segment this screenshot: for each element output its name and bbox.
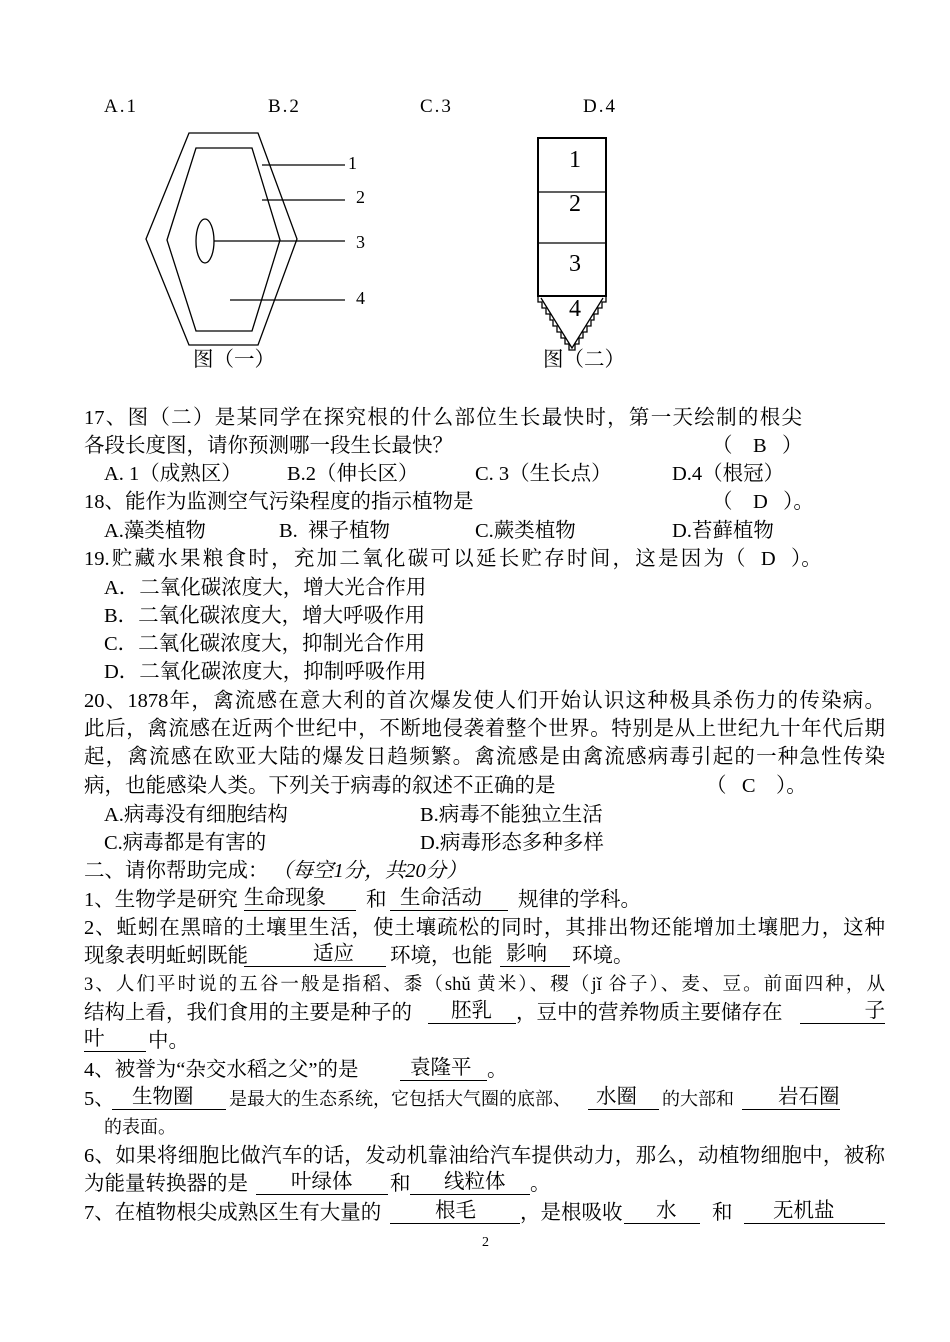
q17-option-b: B.2（伸长区） bbox=[287, 463, 419, 485]
fill5-blank-3: 岩石圈 bbox=[742, 1085, 840, 1110]
q17-option-d: D.4（根冠） bbox=[672, 463, 785, 485]
fill5-blank-2: 水圈 bbox=[588, 1085, 659, 1110]
q19-option-b: B．二氧化碳浓度大，增大呼吸作用 bbox=[104, 605, 426, 627]
fill1-text-1: 1、生物学是研究 bbox=[84, 889, 238, 911]
q18-option-c: C.蕨类植物 bbox=[475, 520, 576, 542]
fill5-text-2: 是最大的生态系统，它包括大气圈的底部、 bbox=[229, 1089, 571, 1109]
q20-option-a: A.病毒没有细胞结构 bbox=[104, 804, 288, 826]
fill3-text-3: 中。 bbox=[148, 1030, 189, 1052]
q19-stem: 19.贮藏水果粮食时，充加二氧化碳可以延长贮存时间，这是因为 bbox=[84, 548, 724, 570]
q20-option-c: C.病毒都是有害的 bbox=[104, 832, 267, 854]
fill1-blank-2: 生命活动 bbox=[390, 886, 508, 911]
figure2-segment-2: 2 bbox=[569, 191, 581, 217]
fill1-text-2: 和 bbox=[366, 889, 387, 911]
fill3-text-2: ，豆中的营养物质主要储存在 bbox=[516, 1002, 783, 1024]
fill2-blank-2: 影响 bbox=[500, 942, 570, 967]
section2-scoring-note: （每空1分，共20分） bbox=[272, 860, 467, 882]
fill3-line1: 3、人们平时说的五谷一般是指稻、黍（shǔ 黄米）、稷（jǐ 谷子）、麦、豆。前面四种，从 bbox=[84, 975, 885, 995]
fill4-text-2: 。 bbox=[487, 1059, 508, 1081]
q20-answer: （ C ）。 bbox=[706, 775, 807, 797]
q20-option-d: D.病毒形态多种多样 bbox=[420, 832, 604, 854]
fill5-blank-1: 生物圈 bbox=[112, 1085, 226, 1110]
fill7-text-3: 和 bbox=[712, 1202, 733, 1224]
q18-answer: （ D ）。 bbox=[712, 491, 814, 513]
q17-option-c: C. 3（生长点） bbox=[475, 463, 612, 485]
figure2-segment-4: 4 bbox=[569, 296, 581, 322]
fill7-text-2: ，是根吸收 bbox=[520, 1202, 623, 1224]
fill5-text-3: 的大部和 bbox=[662, 1089, 734, 1109]
fill2-text-1: 现象表明蚯蚓既能 bbox=[84, 945, 248, 967]
top-option-b: B.2 bbox=[268, 96, 301, 117]
page-number: 2 bbox=[482, 1235, 489, 1250]
q17-answer: （ B ） bbox=[712, 435, 803, 457]
q19-option-d: D．二氧化碳浓度大，抑制呼吸作用 bbox=[104, 661, 427, 683]
figure2-caption: 图（二） bbox=[543, 349, 625, 371]
cell-nucleus bbox=[196, 219, 214, 263]
fill3-blank-1: 胚乳 bbox=[428, 999, 516, 1024]
figure2-segment-3: 3 bbox=[569, 251, 581, 277]
fill1-text-3: 规律的学科。 bbox=[518, 889, 641, 911]
q19-option-a: A．二氧化碳浓度大，增大光合作用 bbox=[104, 577, 427, 599]
fill4-text-1: 4、被誉为“杂交水稻之父”的是 bbox=[84, 1059, 359, 1081]
fill5-text-1: 5、 bbox=[84, 1088, 115, 1110]
q20-option-b: B.病毒不能独立生活 bbox=[420, 804, 603, 826]
figure1-label-4: 4 bbox=[356, 288, 365, 308]
fill2-text-3: 环境。 bbox=[572, 945, 634, 967]
q20-line4: 病，也能感染人类。下列关于病毒的叙述不正确的是 bbox=[84, 775, 556, 797]
fill5-text-4: 的表面。 bbox=[104, 1117, 176, 1137]
q20-line1: 20、1878年，禽流感在意大利的首次爆发使人们开始认识这种极具杀伤力的传染病。 bbox=[84, 690, 885, 712]
section2-heading: 二、请你帮助完成： bbox=[84, 860, 269, 882]
fill6-text-3: 。 bbox=[530, 1173, 551, 1195]
fill2-line1: 2、蚯蚓在黑暗的土壤里生活，使土壤疏松的同时，其排出物还能增加土壤肥力，这种 bbox=[84, 917, 885, 939]
q18-option-a: A.藻类植物 bbox=[104, 520, 206, 542]
figures-layer bbox=[0, 0, 950, 380]
fill3-blank-2-part2: 叶 bbox=[84, 1027, 146, 1052]
top-option-c: C.3 bbox=[420, 96, 453, 117]
q18-stem: 18、能作为监测空气污染程度的指示植物是 bbox=[84, 491, 474, 513]
fill2-text-2: 环境，也能 bbox=[390, 945, 493, 967]
fill2-blank-1: 适应 bbox=[244, 942, 386, 967]
figure1-label-1: 1 bbox=[348, 153, 357, 173]
q17-stem-line2: 各段长度图，请你预测哪一段生长最快？ bbox=[84, 435, 453, 457]
fill3-text-1: 结构上看，我们食用的主要是种子的 bbox=[84, 1002, 412, 1024]
q20-line2: 此后，禽流感在近两个世纪中，不断地侵袭着整个世界。特别是从上世纪九十年代后期 bbox=[84, 718, 885, 740]
figure-cell-diagram bbox=[146, 133, 345, 345]
q17-option-a: A. 1（成熟区） bbox=[104, 463, 242, 485]
top-option-a: A.1 bbox=[104, 96, 138, 117]
cell-membrane-outline bbox=[167, 148, 280, 331]
figure1-caption: 图（一） bbox=[193, 349, 275, 371]
q18-option-b: B. 裸子植物 bbox=[279, 520, 391, 542]
fill6-blank-1: 叶绿体 bbox=[256, 1170, 388, 1195]
fill7-blank-3: 无机盐 bbox=[744, 1199, 885, 1224]
fill7-blank-2: 水 bbox=[624, 1199, 700, 1224]
q20-line3: 起，禽流感在欧亚大陆的爆发日趋频繁。禽流感是由禽流感病毒引起的一种急性传染 bbox=[84, 746, 885, 768]
q19-option-c: C．二氧化碳浓度大，抑制光合作用 bbox=[104, 633, 426, 655]
fill7-blank-1: 根毛 bbox=[390, 1199, 520, 1224]
fill4-blank-1: 袁隆平 bbox=[400, 1056, 487, 1081]
fill6-text-2: 和 bbox=[390, 1173, 411, 1195]
figure2-segment-1: 1 bbox=[569, 147, 581, 173]
fill1-blank-1: 生命现象 bbox=[244, 886, 356, 911]
fill6-text-1: 为能量转换器的是 bbox=[84, 1173, 248, 1195]
q19-answer: （ D ）。 bbox=[725, 548, 822, 570]
q17-stem-line1: 17、图（二）是某同学在探究根的什么部位生长最快时，第一天绘制的根尖 bbox=[84, 407, 802, 429]
q18-option-d: D.苔藓植物 bbox=[672, 520, 774, 542]
figure1-label-2: 2 bbox=[356, 187, 365, 207]
fill3-blank-2-part1: 子 bbox=[800, 999, 885, 1024]
fill7-text-1: 7、在植物根尖成熟区生有大量的 bbox=[84, 1202, 382, 1224]
fill6-blank-2: 线粒体 bbox=[410, 1170, 530, 1195]
top-option-d: D.4 bbox=[583, 96, 617, 117]
fill6-line1: 6、如果将细胞比做汽车的话，发动机靠油给汽车提供动力，那么，动植物细胞中，被称 bbox=[84, 1145, 885, 1167]
figure1-label-3: 3 bbox=[356, 232, 365, 252]
